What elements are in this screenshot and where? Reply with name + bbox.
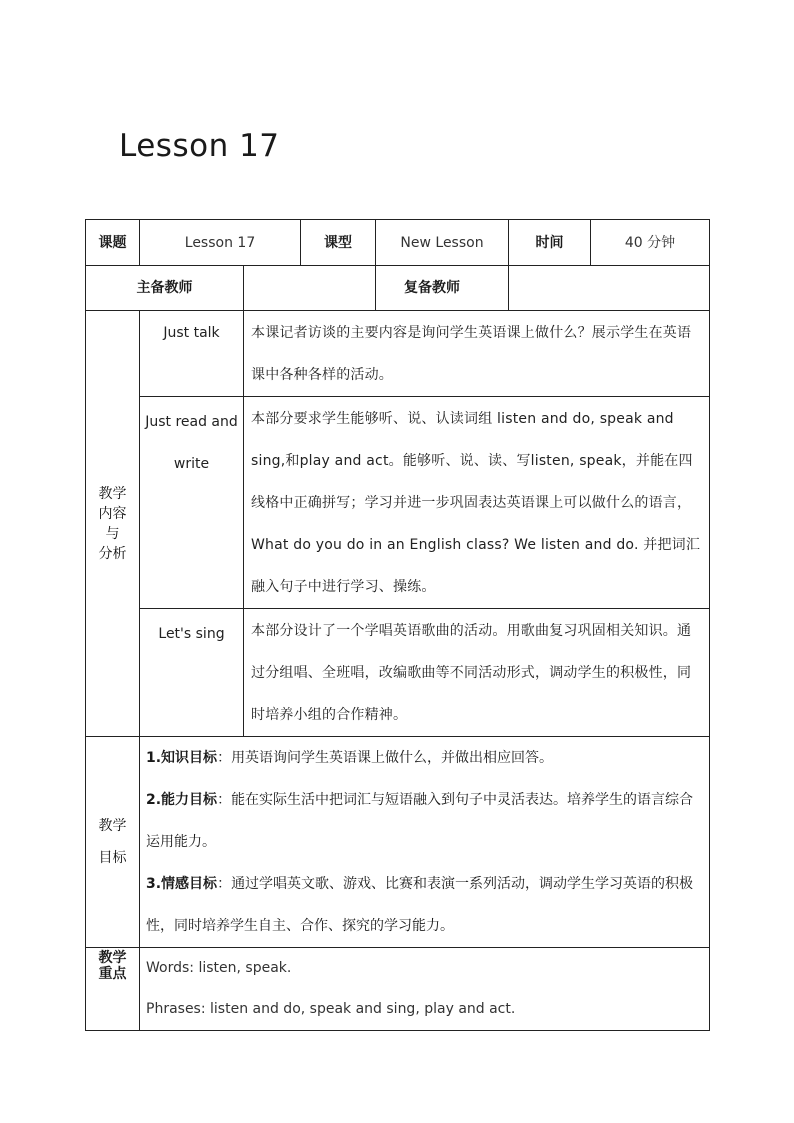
objective-text: 能在实际生活中把词汇与短语融入到句子中灵活表达。培养学生的语言综合运用能力。 <box>146 792 694 850</box>
section-text-just-talk: 本课记者访谈的主要内容是询问学生英语课上做什么？展示学生在英语课中各种各样的活动。 <box>244 311 710 397</box>
objective-text: 通过学唱英文歌、游戏、比赛和表演一系列活动，调动学生学习英语的积极性，同时培养学生自主、合作、探究的学习能力。 <box>146 876 694 934</box>
page-title: Lesson 17 <box>119 128 280 164</box>
key-points-label <box>86 948 140 1031</box>
review-teacher-label-text: 复备教师 <box>404 280 460 296</box>
time-label: 时间 <box>509 220 591 266</box>
section-text-lets-sing: 本部分设计了一个学唱英语歌曲的活动。用歌曲复习巩固相关知识。通过分组唱、全班唱，改编歌曲等不同活动形式，调动学生的积极性，同时培养小组的合作精神。 <box>244 609 710 737</box>
content-row-just-talk <box>86 311 710 397</box>
objective-item <box>146 737 703 779</box>
objectives-label <box>86 737 140 948</box>
objective-item <box>146 779 703 863</box>
topic-label: 课题 <box>86 220 140 266</box>
section-name-lets-sing: Let's sing <box>140 609 244 737</box>
review-teacher-label <box>376 266 509 311</box>
objectives-content <box>140 737 710 948</box>
time-value: 40 分钟 <box>591 220 710 266</box>
content-label-line: 分析 <box>98 545 127 562</box>
main-teacher-label: 主备教师 <box>86 266 244 311</box>
section-name-just-talk: Just talk <box>140 311 244 397</box>
main-teacher-value <box>244 266 376 311</box>
section-name-read-write: Just read and write <box>140 397 244 609</box>
content-label-line: 教学 <box>98 485 127 502</box>
content-label-line: 与 <box>105 525 120 542</box>
key-points-label-line: 教学 <box>98 950 127 966</box>
key-point-line: Phrases: listen and do, speak and sing, play and act. <box>146 1001 516 1017</box>
key-points-label-line: 重点 <box>98 966 127 982</box>
review-teacher-value <box>509 266 710 311</box>
section-text-read-write: 本部分要求学生能够听、说、认读词组 listen and do, speak and sing,和play and act。能够听、说、读、写listen, speak，并能在四线格中正确拼写；学习并进一步巩固表达英语课上可以做什么的语言，What do you do in an English class? We listen and do. 并把词汇融入句子中进行学习、操练。 <box>244 397 710 609</box>
header-row-2 <box>86 266 710 311</box>
key-points-content <box>140 948 710 1031</box>
objective-heading: 1.知识目标 <box>146 750 218 766</box>
objective-separator: ： <box>217 750 232 766</box>
content-row-read-write <box>86 397 710 609</box>
objective-heading: 3.情感目标 <box>146 876 218 892</box>
objective-item <box>146 863 703 947</box>
header-row-1 <box>86 220 710 266</box>
objective-separator: ： <box>217 876 232 892</box>
objective-text: 用英语询问学生英语课上做什么，并做出相应回答。 <box>231 750 554 766</box>
type-value: New Lesson <box>376 220 509 266</box>
lesson-plan-table <box>85 219 710 1031</box>
objective-heading: 2.能力目标 <box>146 792 218 808</box>
key-point-line: Words: listen, speak. <box>146 960 292 976</box>
type-label: 课型 <box>301 220 376 266</box>
key-points-row <box>86 948 710 1031</box>
objectives-label-line: 教学 <box>98 818 127 834</box>
topic-value: Lesson 17 <box>140 220 301 266</box>
objectives-row <box>86 737 710 948</box>
content-row-lets-sing <box>86 609 710 737</box>
content-label-line: 内容 <box>98 505 127 522</box>
content-analysis-label <box>86 311 140 737</box>
objectives-label-line: 目标 <box>98 850 127 866</box>
objective-separator: ： <box>217 792 232 808</box>
